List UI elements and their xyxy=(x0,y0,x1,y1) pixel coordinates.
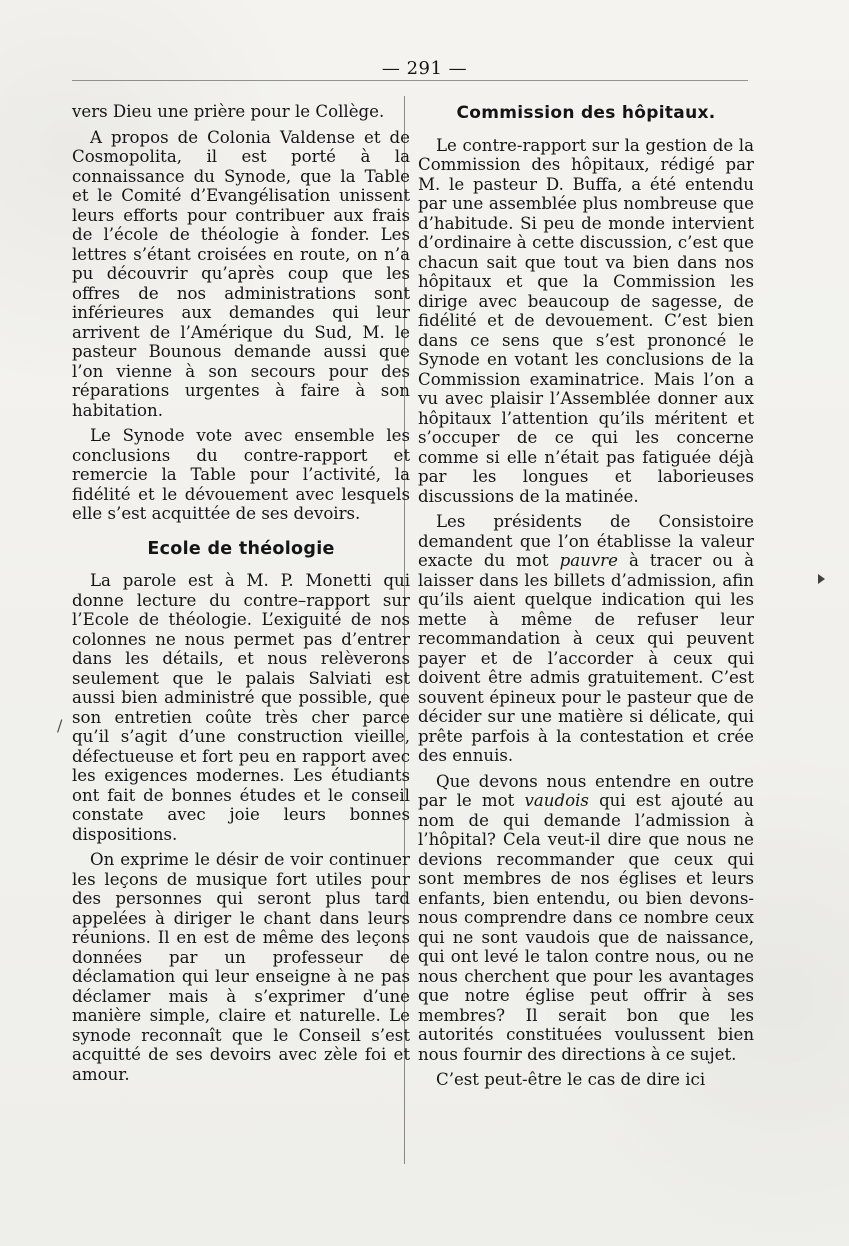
vaudois-text-before: Que devons nous entendre en outre par le mot xyxy=(418,771,754,810)
left-paragraph-music-lessons: On exprime le désir de voir continuer les leçons de musique fort utiles pour des personnes qui seront plus tard appelées à diriger le chant dans leurs réunions. Il en est de même des leçons données par un professeur de déclamation qui leur enseigne à ne pas déclamer mais à s’exprimer d’une manière simple, claire et naturelle. Le synode reconnaît que le Conseil s’est acquitté de ses devoirs avec zèle foi et amour. xyxy=(72,850,410,1084)
left-paragraph-continuation: vers Dieu une prière pour le Collège. xyxy=(72,102,385,121)
header-rule xyxy=(72,80,748,81)
right-column xyxy=(418,102,754,1096)
vaudois-text-after: qui est ajouté au nom de qui demande l’admission à l’hôpital? Cela veut-il dire que nous ne devions recommander que ceux qui sont membres de nos églises et leurs enfants, bien entendu, ou bien devons-nous comprendre dans ce nombre ceux qui ne sont vaudois que de naissance, qui ont levé le talon contre nous, ou ne nous cherchent que pour les avantages que notre église peut offrir à ses membres? Il serait bon que les autorités constituées voulussent bien nous fournir des directions à ce sujet. xyxy=(418,791,754,1064)
ecole-theologie-heading: Ecole de théologie xyxy=(147,538,335,559)
left-paragraph-colonia-valdense: A propos de Colonia Valdense et de Cosmopolita, il est porté à la connaissance du Synode, que la Table et le Comité d’Evangélisation unissent leurs efforts pour contribuer aux frais de l’école de théologie à fonder. Les lettres s’étant croisées en route, on n’a pu découvrir qu’après coup que les offres de nos administrations sont inférieures aux demandes qui leur arrivent de l’Amérique du Sud, M. le pasteur Bounous demande aussi que l’on vienne à son secours pour des réparations urgentes à faire à son habitation. xyxy=(72,127,410,420)
right-paragraph-vaudois xyxy=(418,772,754,1065)
left-paragraph-synode-vote: Le Synode vote avec ensemble les conclusions du contre-rapport et remercie la Table pour l’activité, la fidélité et le dévouement avec lesquels elle s’est acquittée de ses devoirs. xyxy=(72,426,410,523)
pauvre-text-after: à tracer ou à laisser dans les billets d’admission, afin qu’ils aient quelque indication qui les mette à même de refuser leur recommandation à ceux qui peuvent payer et de l’accorder à ceux qui doivent être admis gratuitement. C’est souvent épineux pour le pasteur que de décider sur une matière si délicate, qui prête parfois à la contestation et crée des ennuis. xyxy=(418,551,754,765)
commission-hopitaux-heading: Commission des hôpitaux. xyxy=(456,103,716,123)
right-paragraph-pauvre xyxy=(418,512,754,766)
page-number: — 291 — xyxy=(381,58,468,79)
right-margin-arrow-icon xyxy=(818,574,825,584)
right-paragraph-final-line: C’est peut-être le cas de dire ici xyxy=(436,1070,706,1089)
pauvre-text-before: Les présidents de Consistoire demandent que l’on établisse la valeur exacte du mot xyxy=(418,512,754,570)
vaudois-emphasis: vaudois xyxy=(524,791,589,810)
left-column xyxy=(72,102,410,1090)
right-paragraph-contre-rapport: Le contre-rapport sur la gestion de la Commission des hôpitaux, rédigé par M. le pasteur D. Buffa, a été entendu par une assemblée plus nombreuse que d’habitude. Si peu de monde intervient d’ordinaire à cette discussion, c’est que chacun sait que tout va bien dans nos hôpitaux et que la Commission les dirige avec beaucoup de sagesse, de fidélité et de devouement. C’est bien dans ce sens que s’est prononcé le Synode en votant les conclusions de la Commission examinatrice. Mais l’on a vu avec plaisir l’Assemblée donner aux hôpitaux l’attention qu’ils méritent et s’occuper de ce qui les concerne comme si elle n’était pas fatiguée déjà par les longues et laborieuses discussions de la matinée. xyxy=(418,135,754,506)
left-margin-mark: / xyxy=(57,716,63,735)
left-paragraph-monetti: La parole est à M. P. Monetti qui donne lecture du contre–rapport sur l’Ecole de théologie. L’exiguité de nos colonnes ne nous permet pas d’entrer dans les détails, et nous relèverons seulement que le palais Salviati est aussi bien administré que possible, que son entretien coûte très cher parce qu’il s’agit d’une construction vieille, défectueuse et fort peu en rapport avec les exigences modernes. Les étudiants ont fait de bonnes études et le conseil constate avec joie leurs bonnes dispositions. xyxy=(72,571,410,844)
pauvre-emphasis: pauvre xyxy=(559,551,618,570)
